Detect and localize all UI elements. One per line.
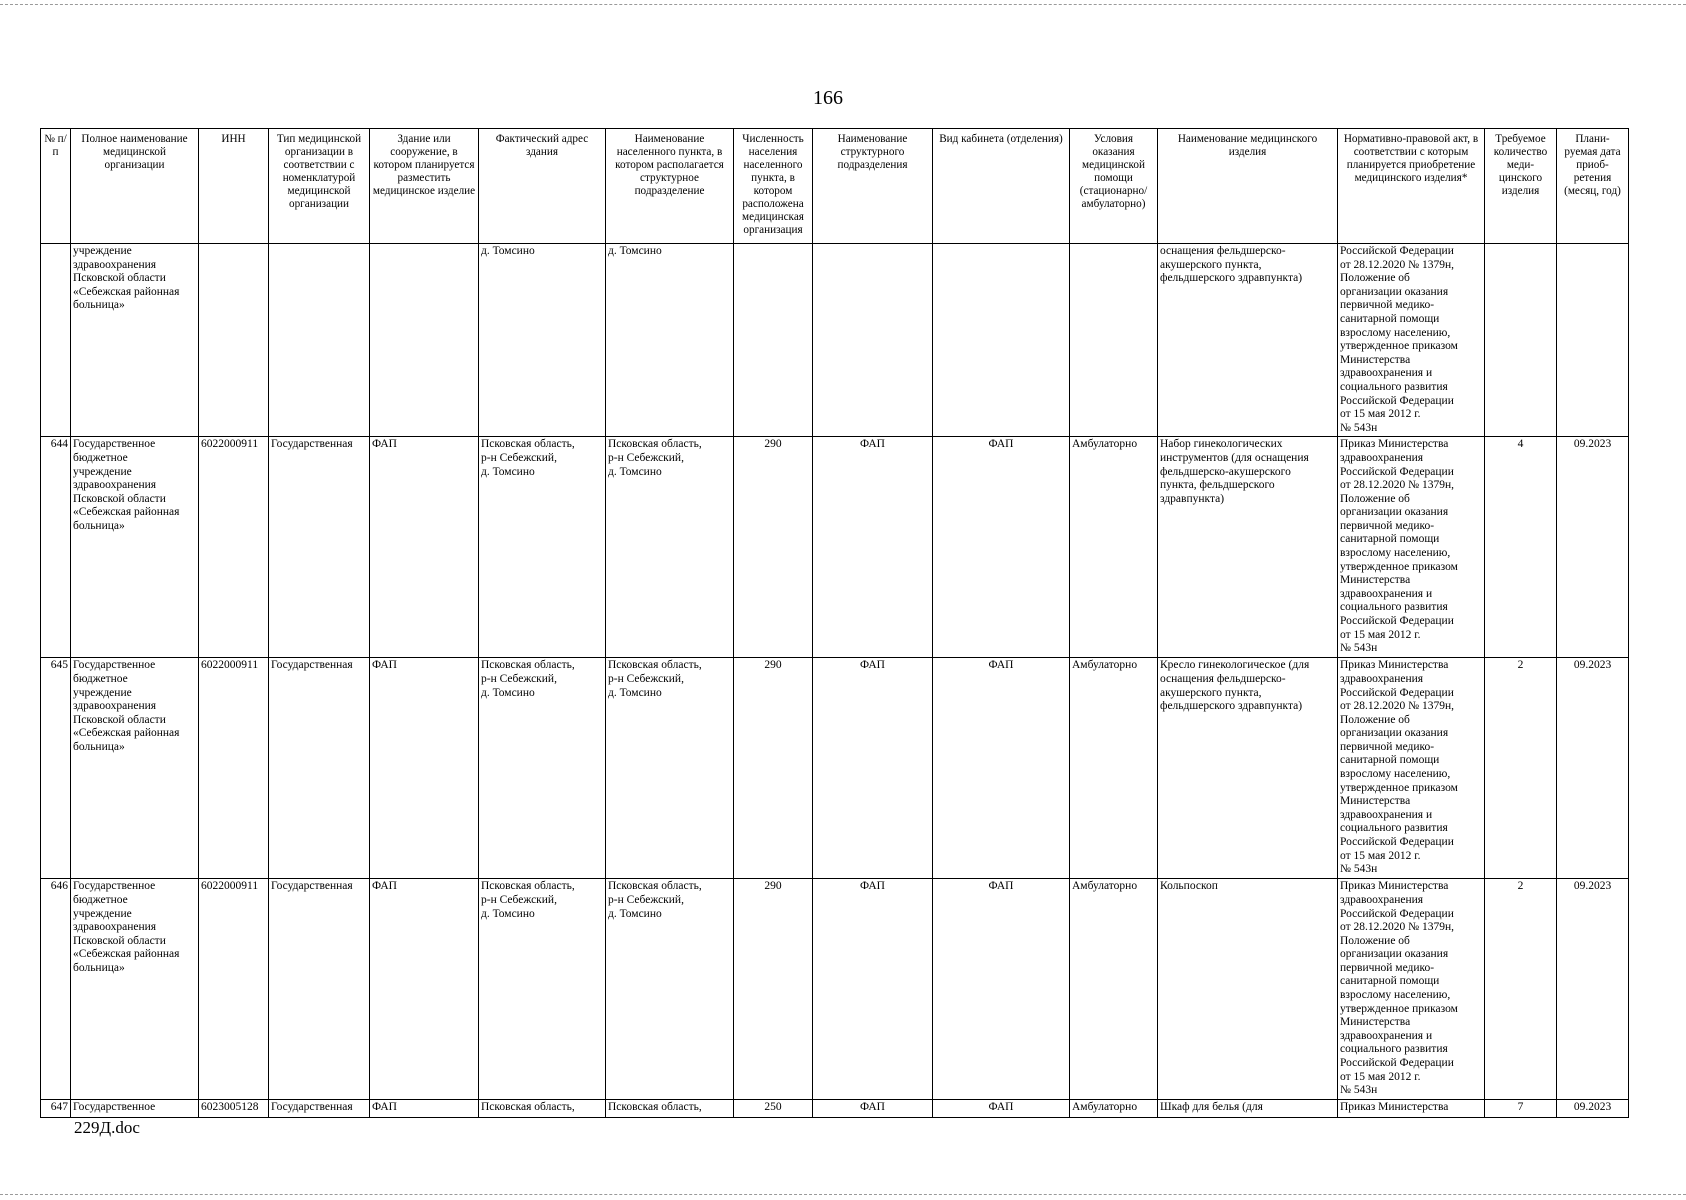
- cell-inn: 6022000911: [199, 879, 269, 1100]
- header-cell-settlement: Наименование населенного пункта, в котором располагается структурное подразделение: [606, 129, 734, 244]
- cell-org: Государственное бюджетное учреждение здравоохранения Псковской области «Себежская районная больница»: [71, 437, 199, 658]
- cell-conditions: Амбулаторно: [1070, 437, 1158, 658]
- header-cell-org: Полное наименование медицинской организации: [71, 129, 199, 244]
- cell-date: [1557, 244, 1629, 437]
- cell-conditions: [1070, 244, 1158, 437]
- table-row-partial: [41, 1100, 1629, 1118]
- header-cell-unit: Наименование структурного подразделения: [813, 129, 933, 244]
- cell-address: Псковская область, р-н Себежский, д. Томсино: [479, 658, 606, 879]
- cell-settlement: Псковская область, р-н Себежский, д. Томсино: [606, 437, 734, 658]
- cell-type: Государственная: [269, 658, 370, 879]
- scan-border-bottom: [0, 1194, 1686, 1195]
- cell-unit: ФАП: [813, 1100, 933, 1118]
- cell-act: Российской Федерации от 28.12.2020 № 1379н, Положение об организации оказания первичной медико- санитарной помощи взрослому населению, утвержденное приказом Министерства здравоохранения и социального развития Российской Федерации от 15 мая 2012 г. № 543н: [1338, 244, 1485, 437]
- cell-inn: 6022000911: [199, 437, 269, 658]
- scan-border-top: [0, 4, 1686, 5]
- cell-date: 09.2023: [1557, 658, 1629, 879]
- cell-cabinet: ФАП: [933, 879, 1070, 1100]
- cell-type: Государственная: [269, 879, 370, 1100]
- cell-date: 09.2023: [1557, 879, 1629, 1100]
- cell-population: 290: [734, 437, 813, 658]
- cell-act: Приказ Министерства: [1338, 1100, 1485, 1118]
- cell-address: Псковская область, р-н Себежский, д. Томсино: [479, 437, 606, 658]
- header-cell-device: Наименование медицинского изделия: [1158, 129, 1338, 244]
- cell-population: [734, 244, 813, 437]
- cell-conditions: Амбулаторно: [1070, 879, 1158, 1100]
- cell-qty: 4: [1485, 437, 1557, 658]
- cell-cabinet: ФАП: [933, 1100, 1070, 1118]
- cell-qty: [1485, 244, 1557, 437]
- cell-device: Шкаф для белья (для: [1158, 1100, 1338, 1118]
- cell-unit: ФАП: [813, 879, 933, 1100]
- cell-unit: ФАП: [813, 437, 933, 658]
- cell-type: Государственная: [269, 1100, 370, 1118]
- header-cell-num: № п/п: [41, 129, 71, 244]
- cell-inn: 6022000911: [199, 658, 269, 879]
- header-cell-address: Фактический адрес здания: [479, 129, 606, 244]
- table-row: [41, 658, 1629, 879]
- cell-settlement: д. Томсино: [606, 244, 734, 437]
- cell-act: Приказ Министерства здравоохранения Российской Федерации от 28.12.2020 № 1379н, Положение об организации оказания первичной медико- санитарной помощи взрослому населению, утвержденное приказом Министерства здравоохранения и социального развития Российской Федерации от 15 мая 2012 г. № 543н: [1338, 879, 1485, 1100]
- cell-inn: [199, 244, 269, 437]
- cell-settlement: Псковская область, р-н Себежский, д. Томсино: [606, 658, 734, 879]
- cell-type: [269, 244, 370, 437]
- cell-population: 250: [734, 1100, 813, 1118]
- cell-device: оснащения фельдшерско- акушерского пункта, фельдшерского здравпункта): [1158, 244, 1338, 437]
- table-row: [41, 879, 1629, 1100]
- cell-device: Набор гинекологических инструментов (для оснащения фельдшерско-акушерского пункта, фельдшерского здравпункта): [1158, 437, 1338, 658]
- cell-unit: [813, 244, 933, 437]
- cell-date: 09.2023: [1557, 1100, 1629, 1118]
- header-cell-inn: ИНН: [199, 129, 269, 244]
- cell-building: ФАП: [370, 437, 479, 658]
- cell-num: [41, 244, 71, 437]
- cell-conditions: Амбулаторно: [1070, 1100, 1158, 1118]
- header-cell-population: Численность населения населенного пункта, в котором расположена медицинская организация: [734, 129, 813, 244]
- cell-cabinet: [933, 244, 1070, 437]
- cell-conditions: Амбулаторно: [1070, 658, 1158, 879]
- cell-org: Государственное бюджетное учреждение здравоохранения Псковской области «Себежская районная больница»: [71, 879, 199, 1100]
- cell-address: Псковская область, р-н Себежский, д. Томсино: [479, 879, 606, 1100]
- cell-settlement: Псковская область,: [606, 1100, 734, 1118]
- table-header-row: [41, 129, 1629, 244]
- header-cell-type: Тип медицинской организации в соответствии с номенклатурой медицинской организации: [269, 129, 370, 244]
- header-cell-cabinet: Вид кабинета (отделения): [933, 129, 1070, 244]
- cell-qty: 7: [1485, 1100, 1557, 1118]
- cell-building: ФАП: [370, 1100, 479, 1118]
- cell-num: 645: [41, 658, 71, 879]
- cell-org: Государственное: [71, 1100, 199, 1118]
- cell-qty: 2: [1485, 658, 1557, 879]
- table-row: [41, 437, 1629, 658]
- header-cell-date: Плани- руемая дата приоб- ретения (месяц, год): [1557, 129, 1629, 244]
- cell-device: Кресло гинекологическое (для оснащения фельдшерско- акушерского пункта, фельдшерского здравпункта): [1158, 658, 1338, 879]
- footer-filename: 229Д.doc: [74, 1118, 140, 1137]
- cell-address: д. Томсино: [479, 244, 606, 437]
- cell-building: [370, 244, 479, 437]
- header-cell-conditions: Условия оказания медицинской помощи (стационарно/ амбулаторно): [1070, 129, 1158, 244]
- header-cell-qty: Требуемое количество меди- цинского изделия: [1485, 129, 1557, 244]
- header-cell-building: Здание или сооружение, в котором планируется разместить медицинское изделие: [370, 129, 479, 244]
- cell-unit: ФАП: [813, 658, 933, 879]
- equipment-table: [40, 128, 1629, 1118]
- cell-org: Государственное бюджетное учреждение здравоохранения Псковской области «Себежская районная больница»: [71, 658, 199, 879]
- cell-address: Псковская область,: [479, 1100, 606, 1118]
- cell-cabinet: ФАП: [933, 658, 1070, 879]
- cell-building: ФАП: [370, 879, 479, 1100]
- cell-act: Приказ Министерства здравоохранения Российской Федерации от 28.12.2020 № 1379н, Положение об организации оказания первичной медико- санитарной помощи взрослому населению, утвержденное приказом Министерства здравоохранения и социального развития Российской Федерации от 15 мая 2012 г. № 543н: [1338, 437, 1485, 658]
- cell-building: ФАП: [370, 658, 479, 879]
- cell-cabinet: ФАП: [933, 437, 1070, 658]
- cell-org: учреждение здравоохранения Псковской области «Себежская районная больница»: [71, 244, 199, 437]
- cell-qty: 2: [1485, 879, 1557, 1100]
- cell-device: Кольпоскоп: [1158, 879, 1338, 1100]
- cell-num: 644: [41, 437, 71, 658]
- cell-population: 290: [734, 658, 813, 879]
- cell-inn: 6023005128: [199, 1100, 269, 1118]
- table-row-continuation: [41, 244, 1629, 437]
- cell-date: 09.2023: [1557, 437, 1629, 658]
- cell-num: 647: [41, 1100, 71, 1118]
- header-cell-act: Нормативно-правовой акт, в соответствии с которым планируется приобретение медицинского изделия*: [1338, 129, 1485, 244]
- cell-num: 646: [41, 879, 71, 1100]
- cell-settlement: Псковская область, р-н Себежский, д. Томсино: [606, 879, 734, 1100]
- cell-type: Государственная: [269, 437, 370, 658]
- cell-population: 290: [734, 879, 813, 1100]
- cell-act: Приказ Министерства здравоохранения Российской Федерации от 28.12.2020 № 1379н, Положение об организации оказания первичной медико- санитарной помощи взрослому населению, утвержденное приказом Министерства здравоохранения и социального развития Российской Федерации от 15 мая 2012 г. № 543н: [1338, 658, 1485, 879]
- page-number: 166: [813, 87, 843, 109]
